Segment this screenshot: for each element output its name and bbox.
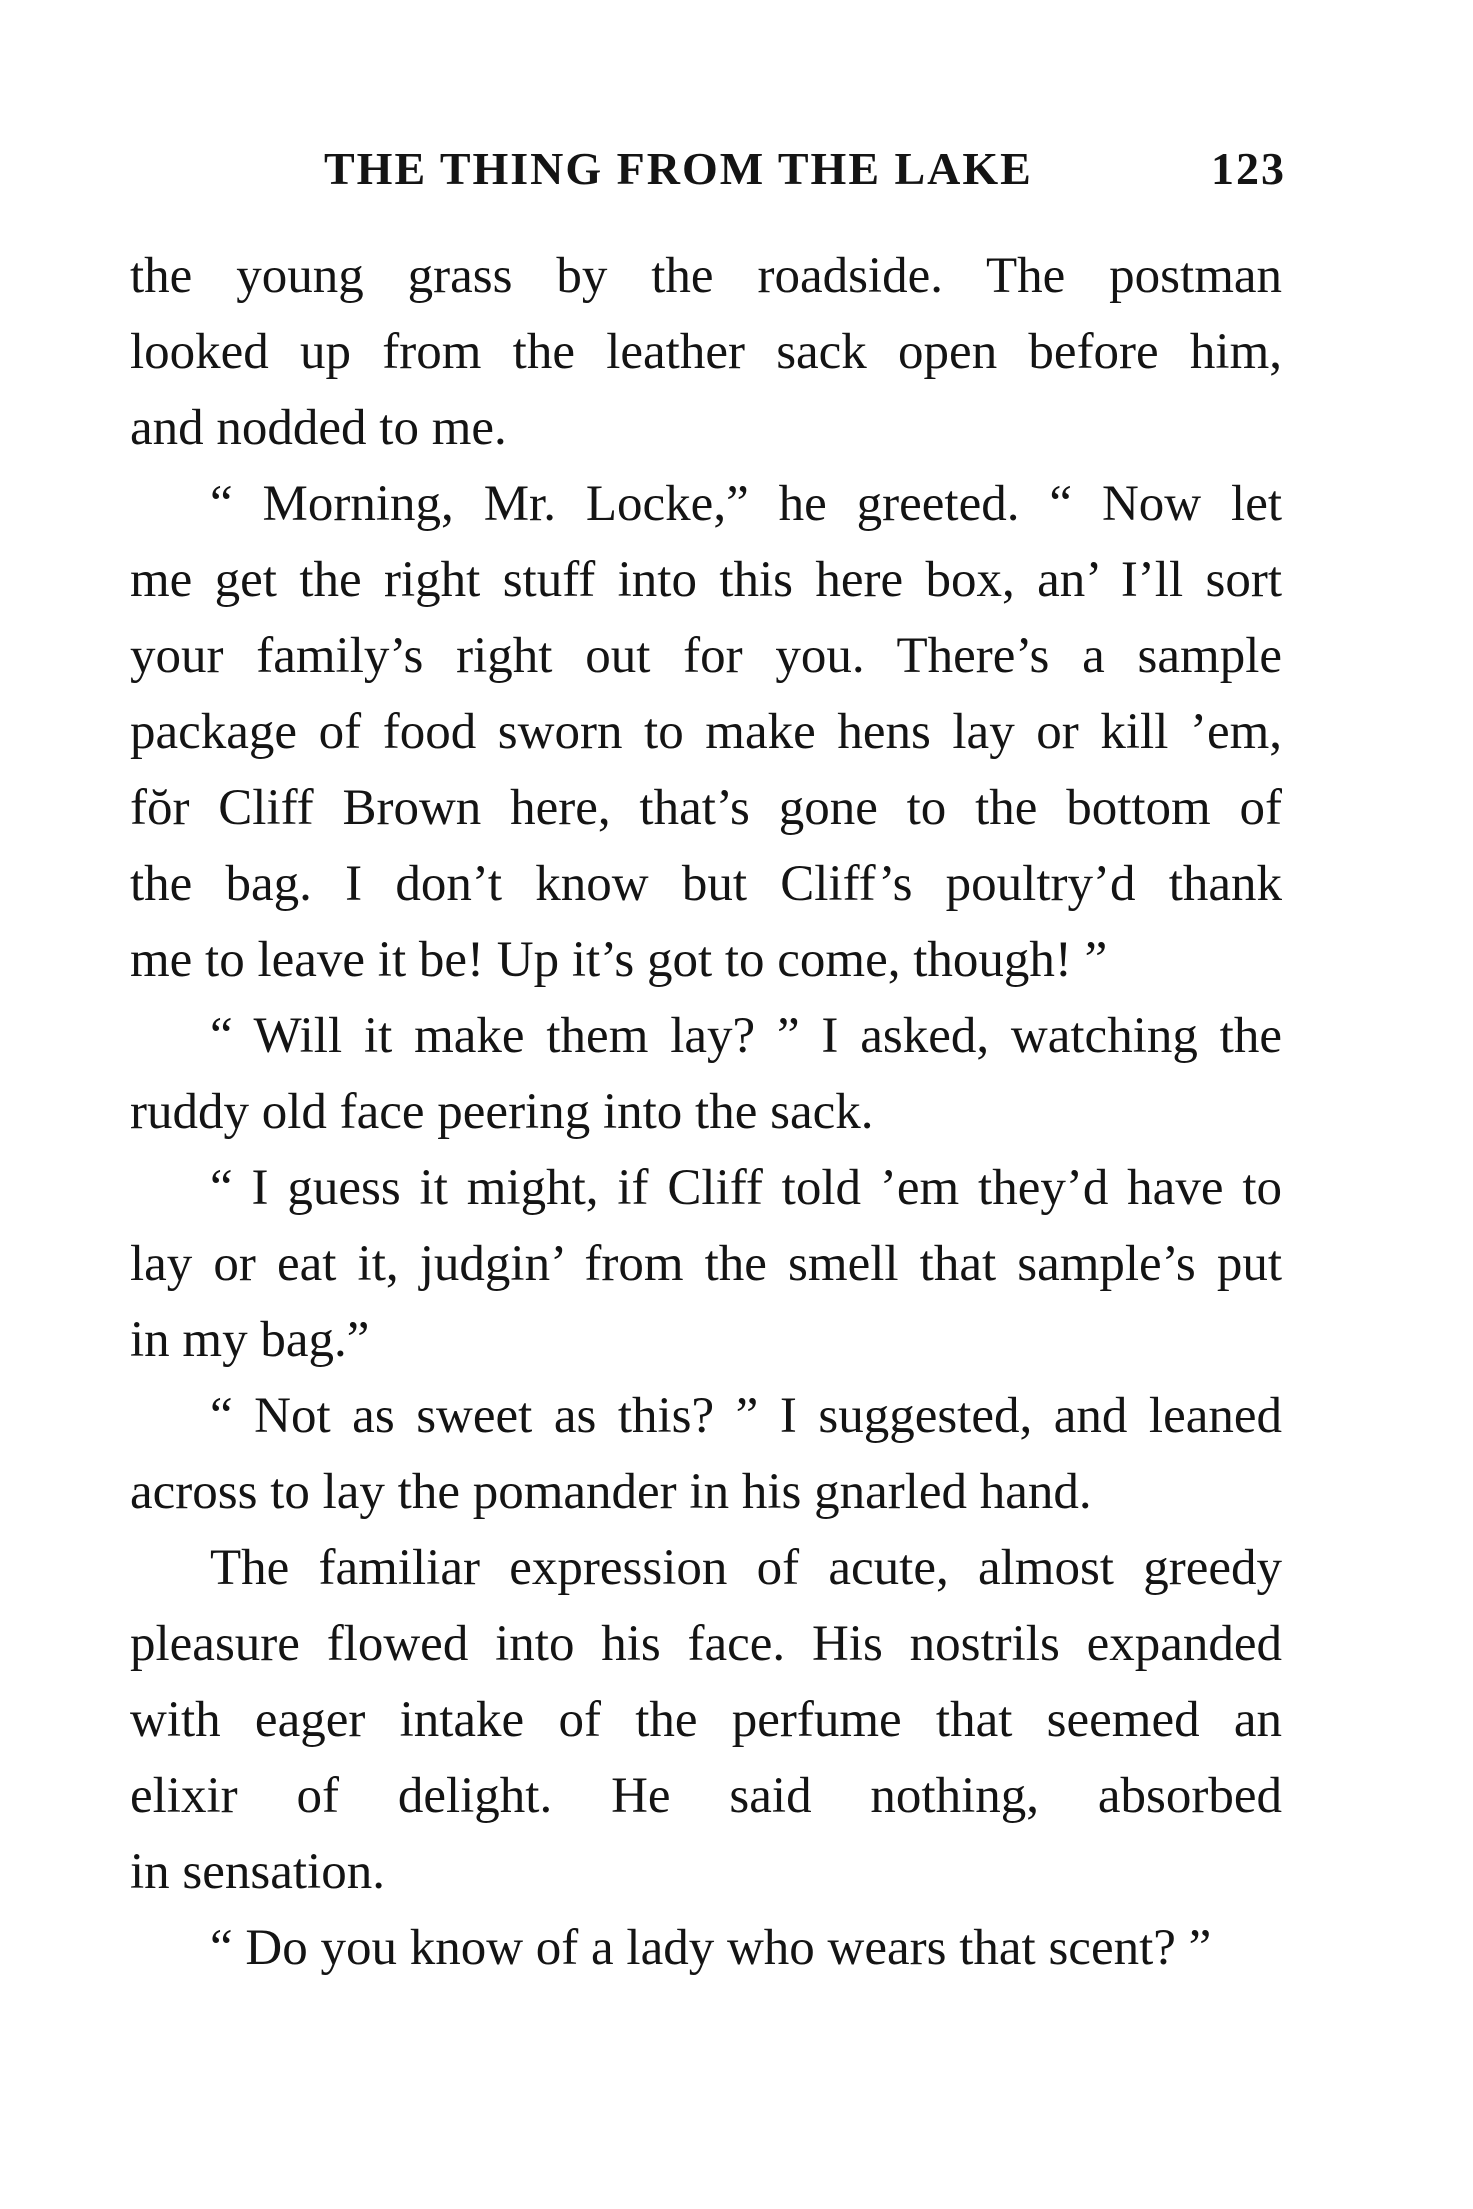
text-line: “ I guess it might, if Cliff told ’em they’d have to bbox=[210, 1160, 1282, 1216]
paragraph bbox=[130, 466, 1282, 998]
page-number: 123 bbox=[1211, 143, 1286, 194]
text-line: in my bag.” bbox=[130, 1312, 370, 1368]
paragraph bbox=[130, 998, 1282, 1150]
text-line: pleasure flowed into his face. His nostrils expanded bbox=[130, 1616, 1282, 1672]
text-line: ruddy old face peering into the sack. bbox=[130, 1084, 874, 1140]
paragraph bbox=[130, 1378, 1282, 1530]
text-line: fŏr Cliff Brown here, that’s gone to the bottom of bbox=[130, 780, 1282, 836]
paragraph bbox=[130, 1150, 1282, 1378]
running-head bbox=[128, 142, 1286, 202]
text-line: and nodded to me. bbox=[130, 400, 507, 456]
text-line: “ Not as sweet as this? ” I suggested, and leaned bbox=[210, 1388, 1282, 1444]
text-line: the bag. I don’t know but Cliff’s poultry’d thank bbox=[130, 856, 1282, 912]
text-line: lay or eat it, judgin’ from the smell that sample’s put bbox=[130, 1236, 1282, 1292]
text-line: elixir of delight. He said nothing, absorbed bbox=[130, 1768, 1282, 1824]
paragraph bbox=[130, 238, 1282, 466]
text-line: The familiar expression of acute, almost greedy bbox=[210, 1540, 1282, 1596]
text-line: the young grass by the roadside. The postman bbox=[130, 248, 1282, 304]
text-line: “ Will it make them lay? ” I asked, watching the bbox=[210, 1008, 1282, 1064]
text-line: your family’s right out for you. There’s a sample bbox=[130, 628, 1282, 684]
text-line: in sensation. bbox=[130, 1844, 385, 1900]
paragraph bbox=[130, 1530, 1282, 1910]
text-line: looked up from the leather sack open before him, bbox=[130, 324, 1282, 380]
text-line: package of food sworn to make hens lay or kill ’em, bbox=[130, 704, 1282, 760]
running-title: THE THING FROM THE LAKE bbox=[324, 143, 1033, 194]
paragraph bbox=[130, 1910, 1282, 1986]
text-line: “ Morning, Mr. Locke,” he greeted. “ Now let bbox=[210, 476, 1282, 532]
text-line: “ Do you know of a lady who wears that scent? ” bbox=[210, 1920, 1212, 1976]
text-line: with eager intake of the perfume that seemed an bbox=[130, 1692, 1282, 1748]
body-text bbox=[130, 238, 1282, 1986]
text-line: across to lay the pomander in his gnarled hand. bbox=[130, 1464, 1092, 1520]
text-line: me get the right stuff into this here box, an’ I’ll sort bbox=[130, 552, 1282, 608]
text-line: me to leave it be! Up it’s got to come, though! ” bbox=[130, 932, 1108, 988]
